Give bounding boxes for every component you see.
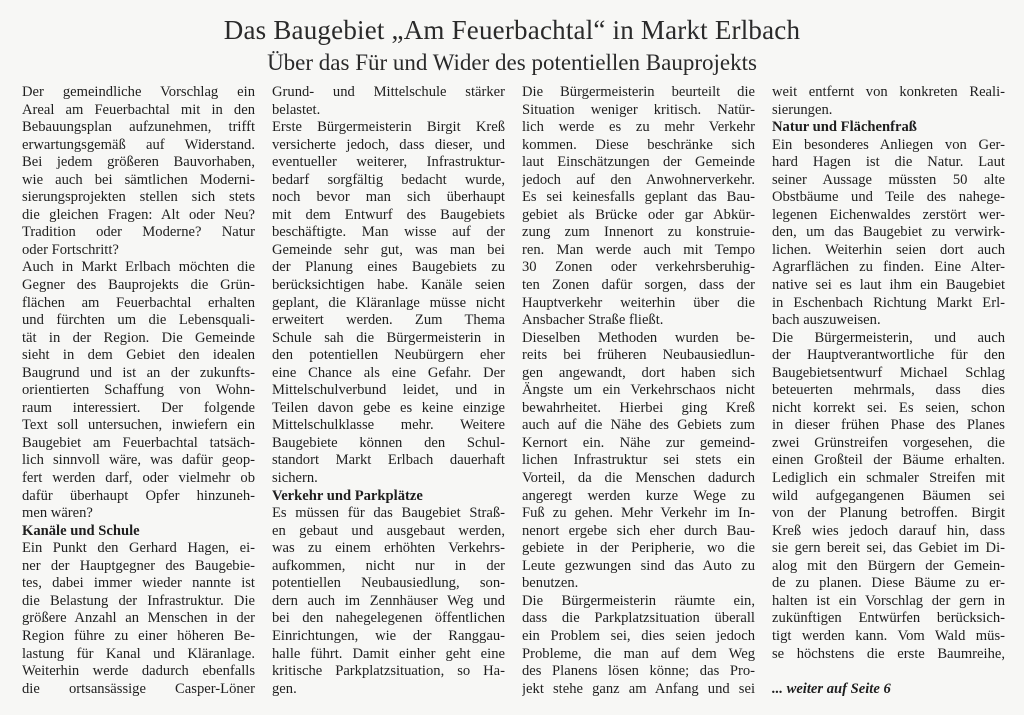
text-line: bewahrheitet. Hierbei ging Kreß bbox=[522, 399, 755, 416]
text-line: sieht in dem Gebiet den idealen bbox=[22, 347, 255, 364]
text-line: Ein besonderes Anliegen von Ger- bbox=[772, 136, 1005, 153]
text-line: lichen. Weiterhin seien dort auch bbox=[772, 241, 1005, 258]
text-line: ner der Hauptgegner des Baugebie- bbox=[22, 557, 255, 574]
text-line: die Belastung der Infrastruktur. Die bbox=[22, 592, 255, 609]
text-line: geplant, die Kläranlage müsse nicht bbox=[272, 294, 505, 311]
text-line: weit entfernt von konkreten Reali- bbox=[772, 84, 1005, 100]
text-line: fert werden darf, oder vielmehr ob bbox=[22, 470, 255, 487]
text-line: Einrichtungen, wie der Ranggau- bbox=[272, 627, 505, 644]
text-line: Es müssen für das Baugebiet Straß- bbox=[272, 505, 505, 522]
text-line: bei den nahegelegenen öffentlichen bbox=[272, 610, 505, 627]
text-line: gen angewandt, dort haben sich bbox=[522, 364, 755, 381]
text-line: halten ist ein Vorschlag der gern in bbox=[772, 592, 1005, 609]
text-line: Dieselben Methoden wurden be- bbox=[522, 329, 755, 346]
text-line: 30 Zonen oder verkehrsberuhig- bbox=[522, 259, 755, 276]
text-line: native sei es laut ihm ein Baugebiet bbox=[772, 277, 1005, 294]
text-line: die ortsansässige Casper-Löner bbox=[22, 680, 255, 697]
text-line: Text soll untersuchen, inwiefern ein bbox=[22, 417, 255, 434]
section-heading-kanaele-schule: Kanäle und Schule bbox=[22, 522, 140, 539]
text-line: in Eschenbach Richtung Markt Erl- bbox=[772, 294, 1005, 311]
text-line: Situation weniger kritisch. Natür- bbox=[522, 101, 755, 118]
text-line: berücksichtigen habe. Kanäle seien bbox=[272, 277, 505, 294]
text-line: den, um das Baugebiet zu verwirk- bbox=[772, 224, 1005, 241]
article-title: Das Baugebiet „Am Feuerbachtal“ in Markt Erlbach bbox=[223, 15, 801, 45]
text-line: Baugebietsentwurf Michael Schlag bbox=[772, 364, 1005, 381]
text-line: Grund- und Mittelschule stärker bbox=[272, 84, 505, 100]
text-line: lichen Infrastruktur sei stets ein bbox=[522, 452, 755, 469]
text-column-2 bbox=[272, 84, 505, 698]
text-line: sie gern bereit sei, das Gebiet im Di- bbox=[772, 540, 1005, 557]
text-line: Baugebiet am Feuerbachtal tatsäch- bbox=[22, 434, 255, 451]
text-line: mit dem Entwurf des Baugebiets bbox=[272, 206, 505, 223]
text-line: Es sei keinesfalls geplant das Bau- bbox=[522, 189, 755, 206]
text-line: standort Markt Erlbach dauerhaft bbox=[272, 452, 505, 469]
text-line: Ein Punkt den Gerhard Hagen, ei- bbox=[22, 540, 255, 557]
text-line: Hauptverkehr weiterhin über die bbox=[522, 294, 755, 311]
text-line: Probleme, die man auf dem Weg bbox=[522, 645, 755, 662]
text-line: gebiete in der Peripherie, wo die bbox=[522, 540, 755, 557]
text-line: gen. bbox=[272, 680, 297, 697]
text-line: beschäftigte. Man wisse auf der bbox=[272, 224, 505, 241]
text-line: nicht korrekt sei. Es seien, schon bbox=[772, 399, 1005, 416]
text-line: größere Anzahl an Menschen in der bbox=[22, 610, 255, 627]
text-line: kommen. Diese beschränke sich bbox=[522, 136, 755, 153]
text-line: dern auch im Zennhäuser Weg und bbox=[272, 592, 505, 609]
text-line: ren. Man werde auch mit Tempo bbox=[522, 241, 755, 258]
text-line: Bei jedem größeren Bauvorhaben, bbox=[22, 154, 255, 171]
text-line: noch bevor man sich überhaupt bbox=[272, 189, 505, 206]
text-line: lich werde es zu mehr Verkehr bbox=[522, 119, 755, 136]
text-line: Vorteil, da die Menschen dadurch bbox=[522, 470, 755, 487]
text-line: Lediglich ein schmaler Streifen mit bbox=[772, 470, 1005, 487]
text-line: versicherte jedoch, dass dieser, und bbox=[272, 136, 505, 153]
article-subtitle: Über das Für und Wider des potentiellen Bauprojekts bbox=[267, 50, 757, 75]
text-line: zukünftigen Entwürfen berücksich- bbox=[772, 610, 1005, 627]
text-line: Ängste um ein Verkehrschaos nicht bbox=[522, 382, 755, 399]
text-line: hard Hagen ist die Natur. Laut bbox=[772, 154, 1005, 171]
text-line: Die Bürgermeisterin, und auch bbox=[772, 329, 1005, 346]
text-line: der Hauptverantwortliche für den bbox=[772, 347, 1005, 364]
text-line: Die Bürgermeisterin beurteilt die bbox=[522, 84, 755, 100]
text-line: des Planens lösen könne; das Pro- bbox=[522, 663, 755, 680]
text-line: Baugrund und ist an der zukunfts- bbox=[22, 364, 255, 381]
text-line: Die Bürgermeisterin räumte ein, bbox=[522, 592, 755, 609]
text-line: und fürchten um die Lebensquali- bbox=[22, 312, 255, 329]
text-line: den potentiellen Neubürgern eher bbox=[272, 347, 505, 364]
text-line: Ansbacher Straße fließt. bbox=[522, 312, 664, 329]
text-line: zwei Grünstreifen vorgesehen, die bbox=[772, 434, 1005, 451]
text-line: Der gemeindliche Vorschlag ein bbox=[22, 84, 255, 100]
continuation-note: ... weiter auf Seite 6 bbox=[772, 680, 891, 697]
text-line: Baugebiete können den Schul- bbox=[272, 434, 505, 451]
text-line: flächen am Feuerbachtal erhalten bbox=[22, 294, 255, 311]
text-line: Gegner des Bauprojekts die Grün- bbox=[22, 277, 255, 294]
text-line: jedoch auf den Anwohnerverkehr. bbox=[522, 171, 755, 188]
text-line: in dieser frühen Phase des Planes bbox=[772, 417, 1005, 434]
text-line: Schule sah die Bürgermeisterin in bbox=[272, 329, 505, 346]
text-line: sierungen. bbox=[772, 101, 833, 118]
text-line: tigt werden kann. Vom Wald müs- bbox=[772, 627, 1005, 644]
text-line: wild aufgegangenen Bäumen sei bbox=[772, 487, 1005, 504]
text-line: oder Fortschritt? bbox=[22, 241, 119, 258]
text-line: potentiellen Neubausiedlung, son- bbox=[272, 575, 505, 592]
text-line: gebiet als Brücke oder gar Abkür- bbox=[522, 206, 755, 223]
text-line: einen Großteil der Bäume erhalten. bbox=[772, 452, 1005, 469]
text-line: zung zum Innenort zu konstruie- bbox=[522, 224, 755, 241]
text-line: ein Problem sei, dies seien jedoch bbox=[522, 627, 755, 644]
text-line: dafür überhaupt Opfer hinzuneh- bbox=[22, 487, 255, 504]
text-line: kritische Parkplatzsituation, so Ha- bbox=[272, 663, 505, 680]
text-line: Erste Bürgermeisterin Birgit Kreß bbox=[272, 119, 505, 136]
text-line: orientierten Schaffung von Wohn- bbox=[22, 382, 255, 399]
text-line: Auch in Markt Erlbach möchten die bbox=[22, 259, 255, 276]
spacer bbox=[772, 663, 1005, 681]
text-line: Mittelschulklasse mehr. Weitere bbox=[272, 417, 505, 434]
text-line: jekt stehe ganz am Anfang und sei bbox=[522, 680, 755, 697]
text-line: halle führt. Damit einher geht eine bbox=[272, 645, 505, 662]
text-line: ten Zonen dafür sorgen, dass der bbox=[522, 277, 755, 294]
text-line: raum interessiert. Der folgende bbox=[22, 399, 255, 416]
text-line: Kreß wies jedoch darauf hin, dass bbox=[772, 522, 1005, 539]
text-line: Kernort ein. Nähe zur gemeind- bbox=[522, 434, 755, 451]
text-line: nenort ergebe sich eher durch Bau- bbox=[522, 522, 755, 539]
text-line: beteuerten mehrmals, dass dies bbox=[772, 382, 1005, 399]
text-line: Mittelschulverbund leidet, und in bbox=[272, 382, 505, 399]
text-line: alog mit den Bürgern der Gemein- bbox=[772, 557, 1005, 574]
text-line: seiner Aussage müssten 50 alte bbox=[772, 171, 1005, 188]
text-line: die gleichen Fragen: Alt oder Neu? bbox=[22, 206, 255, 223]
text-line: Region führe zu einer höheren Be- bbox=[22, 627, 255, 644]
text-line: men wären? bbox=[22, 505, 93, 522]
text-line: wie auch bei sämtlichen Moderni- bbox=[22, 171, 255, 188]
text-line: tes, dabei immer wieder nannte ist bbox=[22, 575, 255, 592]
text-line: tät in der Region. Die Gemeinde bbox=[22, 329, 255, 346]
text-line: en gebaut und ausgebaut werden, bbox=[272, 522, 505, 539]
text-line: reits bei früheren Neubausiedlun- bbox=[522, 347, 755, 364]
text-line: lich sinnvoll wäre, was dafür geop- bbox=[22, 452, 255, 469]
text-line: angeregt werden kurze Wege zu bbox=[522, 487, 755, 504]
text-line: erweitert werden. Zum Thema bbox=[272, 312, 505, 329]
text-line: sichern. bbox=[272, 470, 318, 487]
text-line: Bebauungsplan aufzunehmen, trifft bbox=[22, 119, 255, 136]
text-line: Agrarflächen zu finden. Eine Alter- bbox=[772, 259, 1005, 276]
text-column-4 bbox=[772, 84, 1005, 698]
text-line: laut Einschätzungen der Gemeinde bbox=[522, 154, 755, 171]
text-line: Fuß zu gehen. Mehr Verkehr im In- bbox=[522, 505, 755, 522]
text-line: bedarf sorgfältig bedacht wurde, bbox=[272, 171, 505, 188]
text-line: Gemeinde sehr gut, was man bei bbox=[272, 241, 505, 258]
text-line: erwartungsgemäß auf Widerstand. bbox=[22, 136, 255, 153]
text-line: se höchstens die erste Baumreihe, bbox=[772, 645, 1005, 662]
text-line: belastet. bbox=[272, 101, 321, 118]
text-line: lastung für Kanal und Kläranlage. bbox=[22, 645, 255, 662]
text-line: bach auszuweisen. bbox=[772, 312, 881, 329]
text-line: de zu planen. Diese Bäume zu er- bbox=[772, 575, 1005, 592]
text-line: von der Planung betroffen. Birgit bbox=[772, 505, 1005, 522]
text-line: Areal am Feuerbachtal mit in den bbox=[22, 101, 255, 118]
text-line: eine Chance als eine Gefahr. Der bbox=[272, 364, 505, 381]
text-line: Teilen davon gebe es keine einzige bbox=[272, 399, 505, 416]
text-line: Weiterhin werde dadurch ebenfalls bbox=[22, 663, 255, 680]
text-line: auch auf die Nähe des Gebiets zum bbox=[522, 417, 755, 434]
text-line: Obstbäume und Teile des nahege- bbox=[772, 189, 1005, 206]
text-line: eventueller weiterer, Infrastruktur- bbox=[272, 154, 505, 171]
section-heading-natur-flaechenfrass: Natur und Flächenfraß bbox=[772, 119, 917, 136]
text-line: Leute gezwungen sind das Auto zu bbox=[522, 557, 755, 574]
text-line: aufkommen, nicht nur in der bbox=[272, 557, 505, 574]
text-line: dass die Parkplatzsituation überall bbox=[522, 610, 755, 627]
text-line: der Planung eines Baugebiets zu bbox=[272, 259, 505, 276]
text-column-3 bbox=[522, 84, 755, 698]
text-line: legenen Eichenwaldes zerstört wer- bbox=[772, 206, 1005, 223]
text-column-1 bbox=[22, 84, 255, 698]
text-line: Tradition oder Moderne? Natur bbox=[22, 224, 255, 241]
section-heading-verkehr-parkplaetze: Verkehr und Parkplätze bbox=[272, 487, 423, 504]
text-line: sierungsprojekten stellen sich stets bbox=[22, 189, 255, 206]
text-line: was zu einem erhöhten Verkehrs- bbox=[272, 540, 505, 557]
text-line: benutzen. bbox=[522, 575, 579, 592]
